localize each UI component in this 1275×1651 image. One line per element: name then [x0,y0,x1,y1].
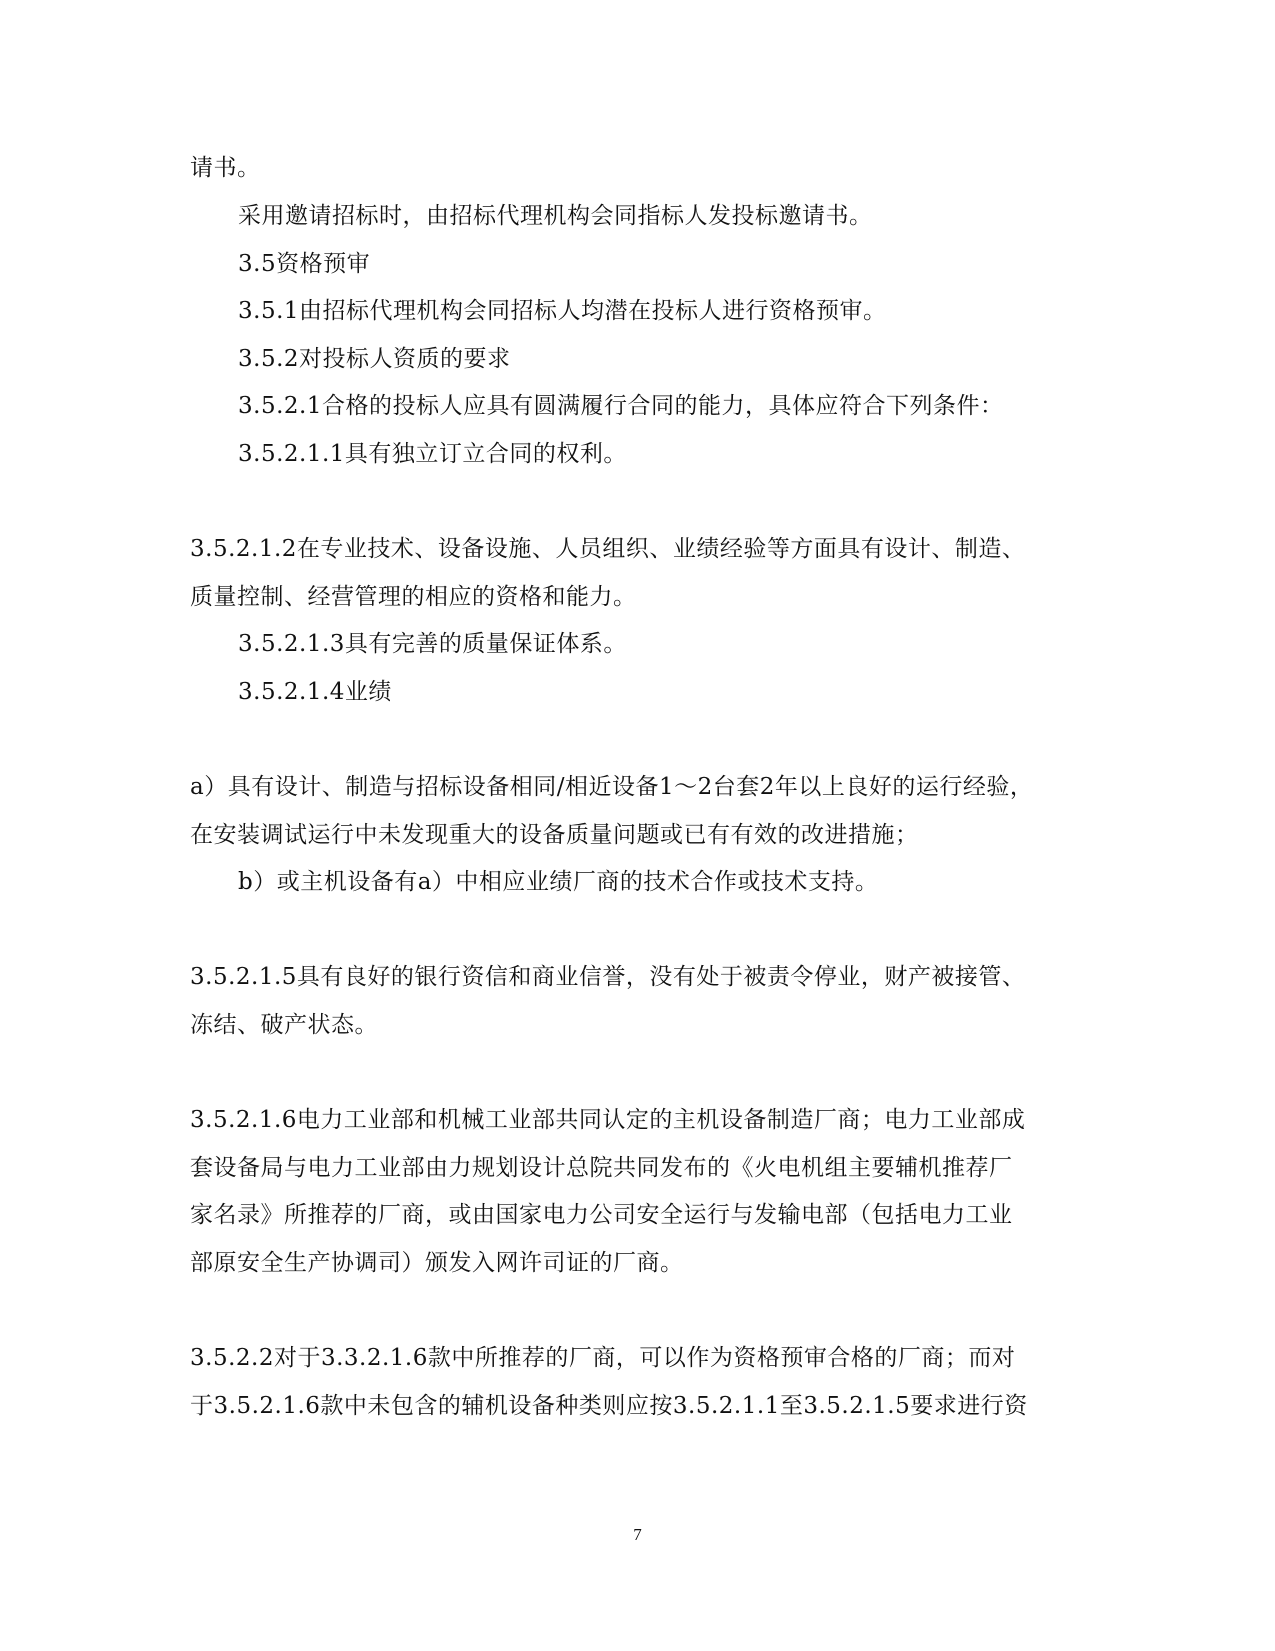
text-line: 3.5.2.1.3具有完善的质量保证体系。 [238,631,627,657]
text-line: 3.5.2.1.6电力工业部和机械工业部共同认定的主机设备制造厂商；电力工业部成 [190,1107,1026,1133]
section-heading: 3.5资格预审 [238,251,371,277]
page-number: 7 [633,1525,642,1544]
text-line: 3.5.2.1合格的投标人应具有圆满履行合同的能力，具体应符合下列条件： [238,393,1004,419]
text-line: 3.5.2.1.1具有独立订立合同的权利。 [238,441,627,467]
text-line: 3.5.1由招标代理机构会同招标人均潜在投标人进行资格预审。 [238,298,887,324]
text-line: 套设备局与电力工业部由力规划设计总院共同发布的《火电机组主要辅机推荐厂 [190,1155,1013,1181]
text-line: 请书。 [190,155,261,181]
text-line: 3.5.2.1.4业绩 [238,679,392,705]
text-line: 部原安全生产协调司）颁发入网许司证的厂商。 [190,1250,684,1276]
text-line: b）或主机设备有a）中相应业绩厂商的技术合作或技术支持。 [238,869,879,895]
text-line: 采用邀请招标时，由招标代理机构会同指标人发投标邀请书。 [238,203,873,229]
text-line: 在安装调试运行中未发现重大的设备质量问题或已有有效的改进措施； [190,822,919,848]
text-line: 3.5.2.1.5具有良好的银行资信和商业信誉，没有处于被责令停业，财产被接管、 [190,964,1026,990]
text-line: a）具有设计、制造与招标设备相同/相近设备1～2台套2年以上良好的运行经验， [190,774,1034,800]
text-line: 于3.5.2.1.6款中未包含的辅机设备种类则应按3.5.2.1.1至3.5.2.1.5要求进行资 [190,1393,1028,1419]
text-line: 3.5.2.1.2在专业技术、设备设施、人员组织、业绩经验等方面具有设计、制造、 [190,536,1026,562]
text-line: 冻结、破产状态。 [190,1012,378,1038]
text-line: 家名录》所推荐的厂商，或由国家电力公司安全运行与发输电部（包括电力工业 [190,1202,1013,1228]
text-line: 3.5.2对投标人资质的要求 [238,346,511,372]
text-line: 质量控制、经营管理的相应的资格和能力。 [190,584,637,610]
text-line: 3.5.2.2对于3.3.2.1.6款中所推荐的厂商，可以作为资格预审合格的厂商；而对 [190,1345,1016,1371]
